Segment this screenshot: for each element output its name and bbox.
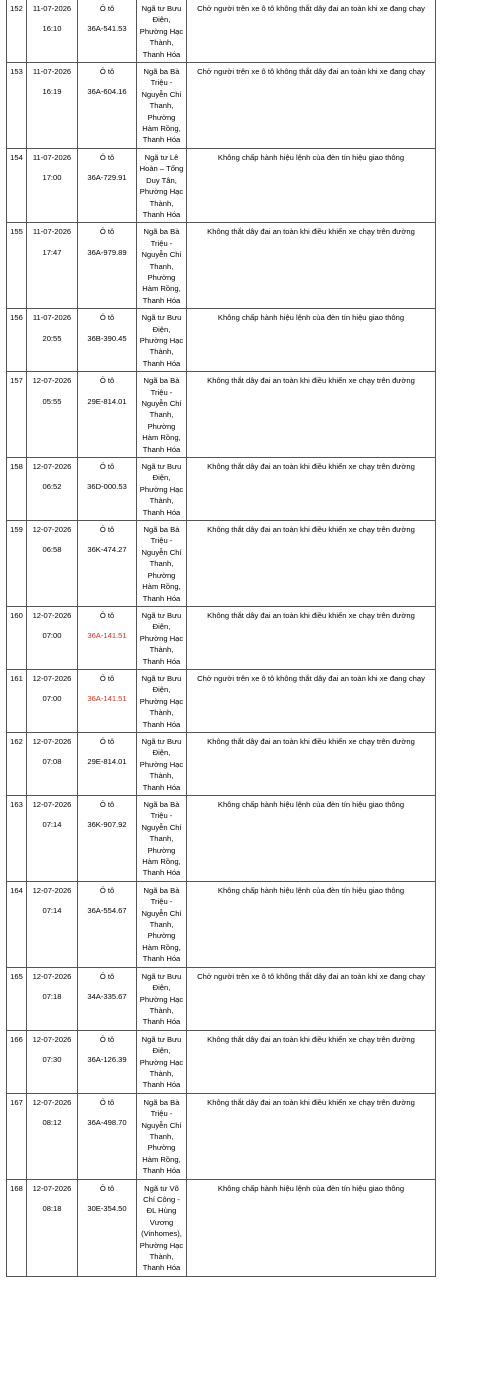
vehicle-cell	[78, 1179, 137, 1276]
row-number-cell	[7, 372, 27, 458]
vehicle-type: Ô tô	[99, 1097, 115, 1107]
violation-time: 07:14	[42, 820, 62, 830]
row-number-cell	[7, 881, 27, 967]
location-cell	[137, 521, 187, 607]
license-plate: 36A-604.16	[87, 87, 127, 97]
violations-table	[6, 0, 436, 1277]
violation-time: 08:18	[42, 1204, 62, 1213]
datetime-cell	[27, 1093, 78, 1179]
violation-cell	[187, 669, 436, 732]
vehicle-type: Ô tô	[99, 885, 115, 895]
violations-table-container	[6, 0, 436, 1277]
violation-location: Ngã tư Võ Chí Công - ĐL Hùng Vương (Vinhomes), Phường Hạc Thành, Thanh Hóa	[139, 1183, 184, 1273]
license-plate: 29E-814.01	[87, 757, 127, 767]
table-row	[7, 63, 436, 149]
violation-date: 12-07-2026	[32, 376, 72, 386]
row-number-cell	[7, 796, 27, 882]
violation-date: 12-07-2026	[32, 673, 72, 683]
row-number: 162	[10, 736, 23, 746]
violation-location: Ngã tư Bưu Điện, Phường Hạc Thành, Thanh Hóa	[139, 971, 184, 1027]
row-number-cell	[7, 606, 27, 669]
vehicle-type: Ô tô	[99, 462, 115, 472]
violation-description: Không thắt dây đai an toàn khi điều khiển xe chạy trên đường	[207, 610, 415, 620]
datetime-cell	[27, 881, 78, 967]
datetime-cell	[27, 148, 78, 222]
location-cell	[137, 796, 187, 882]
location-cell	[137, 309, 187, 372]
table-row	[7, 458, 436, 521]
license-plate: 36A-541.53	[87, 24, 127, 34]
violation-time: 17:00	[42, 173, 62, 183]
datetime-cell	[27, 521, 78, 607]
row-number: 153	[10, 67, 23, 77]
violation-cell	[187, 521, 436, 607]
violation-cell	[187, 63, 436, 149]
violation-location: Ngã tư Bưu Điện, Phường Hạc Thành, Thanh Hóa	[139, 1034, 184, 1090]
violation-description: Không chấp hành hiệu lệnh của đèn tín hiệu giao thông	[217, 800, 405, 809]
violation-location: Ngã tư Lê Hoàn – Tống Duy Tân, Phường Hạc Thành, Thanh Hóa	[139, 152, 184, 219]
vehicle-cell	[78, 521, 137, 607]
vehicle-type: Ô tô	[99, 1183, 115, 1193]
location-cell	[137, 0, 187, 63]
license-plate: 29E-814.01	[87, 396, 127, 406]
datetime-cell	[27, 669, 78, 732]
violation-description: Không thắt dây đai an toàn khi điều khiển xe chạy trên đường	[207, 1034, 415, 1044]
vehicle-type: Ô tô	[99, 800, 115, 809]
vehicle-cell	[78, 669, 137, 732]
vehicle-cell	[78, 63, 137, 149]
violation-description: Chở người trên xe ô tô không thắt dây đai an toàn khi xe đang chạy	[197, 971, 425, 981]
violation-date: 12-07-2026	[32, 1183, 72, 1193]
violation-time: 07:00	[42, 631, 62, 641]
violation-description: Không chấp hành hiệu lệnh của đèn tín hiệu giao thông	[217, 1183, 405, 1193]
datetime-cell	[27, 967, 78, 1030]
violation-cell	[187, 1179, 436, 1276]
vehicle-type: Ô tô	[99, 67, 115, 77]
table-row	[7, 148, 436, 222]
violation-time: 16:19	[42, 87, 62, 97]
row-number: 165	[10, 971, 23, 981]
violation-description: Không thắt dây đai an toàn khi điều khiển xe chạy trên đường	[207, 736, 415, 746]
license-plate: 36A-729.91	[87, 173, 127, 183]
location-cell	[137, 63, 187, 149]
violation-date: 12-07-2026	[32, 462, 72, 472]
vehicle-type: Ô tô	[99, 1034, 115, 1044]
table-row	[7, 0, 436, 63]
row-number-cell	[7, 309, 27, 372]
datetime-cell	[27, 1179, 78, 1276]
license-plate: 36A-979.89	[87, 247, 127, 257]
row-number-cell	[7, 223, 27, 309]
violation-location: Ngã ba Bà Triệu - Nguyễn Chí Thanh, Phường Hàm Rồng, Thanh Hóa	[141, 1097, 182, 1176]
location-cell	[137, 372, 187, 458]
violation-time: 20:55	[42, 333, 62, 343]
license-plate: 36K-474.27	[87, 545, 127, 555]
table-row	[7, 223, 436, 309]
table-row	[7, 1179, 436, 1276]
location-cell	[137, 967, 187, 1030]
datetime-cell	[27, 63, 78, 149]
vehicle-type: Ô tô	[99, 525, 115, 535]
violation-location: Ngã tư Bưu Điện, Phường Hạc Thành, Thanh Hóa	[139, 313, 184, 368]
license-plate: 36D-000.53	[87, 482, 127, 492]
location-cell	[137, 1179, 187, 1276]
table-row	[7, 521, 436, 607]
row-number: 158	[10, 462, 23, 472]
violation-location: Ngã tư Bưu Điện, Phường Hạc Thành, Thanh Hóa	[139, 673, 184, 729]
violation-description: Không chấp hành hiệu lệnh của đèn tín hiệu giao thông	[217, 885, 405, 895]
violation-cell	[187, 1030, 436, 1093]
violation-location: Ngã tư Bưu Điện, Phường Hạc Thành, Thanh Hóa	[139, 610, 184, 666]
violation-date: 12-07-2026	[32, 610, 72, 620]
violation-location: Ngã ba Bà Triệu - Nguyễn Chí Thanh, Phường Hàm Rồng, Thanh Hóa	[141, 885, 182, 964]
row-number: 167	[10, 1097, 23, 1107]
row-number: 152	[10, 4, 23, 13]
datetime-cell	[27, 796, 78, 882]
row-number-cell	[7, 458, 27, 521]
table-row	[7, 1093, 436, 1179]
vehicle-cell	[78, 796, 137, 882]
vehicle-type: Ô tô	[99, 673, 115, 683]
violation-description: Không thắt dây đai an toàn khi điều khiển xe chạy trên đường	[207, 462, 415, 472]
violation-description: Chở người trên xe ô tô không thắt dây đai an toàn khi xe đang chạy	[197, 67, 425, 77]
violation-cell	[187, 372, 436, 458]
location-cell	[137, 881, 187, 967]
location-cell	[137, 606, 187, 669]
location-cell	[137, 732, 187, 795]
violation-cell	[187, 967, 436, 1030]
violation-time: 17:47	[42, 247, 62, 257]
table-row	[7, 372, 436, 458]
row-number: 166	[10, 1034, 23, 1044]
violation-cell	[187, 148, 436, 222]
violation-location: Ngã ba Bà Triệu - Nguyễn Chí Thanh, Phường Hàm Rồng, Thanh Hóa	[141, 67, 182, 145]
violation-location: Ngã tư Bưu Điện, Phường Hạc Thành, Thanh Hóa	[139, 462, 184, 517]
license-plate: 36A-554.67	[87, 906, 127, 916]
violation-time: 08:12	[42, 1118, 62, 1128]
violation-cell	[187, 0, 436, 63]
violation-time: 07:30	[42, 1055, 62, 1065]
violation-time: 07:14	[42, 906, 62, 916]
license-plate: 36A-141.51	[87, 694, 127, 704]
vehicle-cell	[78, 223, 137, 309]
row-number-cell	[7, 0, 27, 63]
vehicle-type: Ô tô	[99, 4, 115, 13]
vehicle-type: Ô tô	[99, 971, 115, 981]
violation-time: 05:55	[42, 396, 62, 406]
violation-location: Ngã tư Bưu Điện, Phường Hạc Thành, Thanh Hóa	[139, 736, 184, 792]
license-plate: 36A-126.39	[87, 1055, 127, 1065]
table-row	[7, 606, 436, 669]
row-number-cell	[7, 967, 27, 1030]
vehicle-cell	[78, 372, 137, 458]
license-plate: 36K-907.92	[87, 820, 127, 830]
violation-date: 11-07-2026	[32, 313, 72, 323]
row-number: 163	[10, 800, 23, 809]
row-number-cell	[7, 669, 27, 732]
violation-date: 11-07-2026	[32, 152, 72, 162]
location-cell	[137, 1093, 187, 1179]
row-number-cell	[7, 1030, 27, 1093]
row-number-cell	[7, 1179, 27, 1276]
violation-cell	[187, 606, 436, 669]
license-plate: 36A-141.51	[87, 631, 127, 641]
violation-time: 06:52	[42, 482, 62, 492]
location-cell	[137, 458, 187, 521]
violation-description: Không thắt dây đai an toàn khi điều khiển xe chạy trên đường	[207, 525, 415, 535]
violation-description: Không thắt dây đai an toàn khi điều khiển xe chạy trên đường	[207, 1097, 415, 1107]
violation-description: Không thắt dây đai an toàn khi điều khiển xe chạy trên đường	[207, 376, 415, 386]
license-plate: 36A-498.70	[87, 1118, 127, 1128]
violation-time: 06:58	[42, 545, 62, 555]
violation-description: Không thắt dây đai an toàn khi điều khiển xe chạy trên đường	[207, 227, 415, 237]
violation-time: 07:00	[42, 694, 62, 704]
table-row	[7, 796, 436, 882]
vehicle-cell	[78, 1093, 137, 1179]
license-plate: 30E-354.50	[87, 1204, 127, 1213]
table-row	[7, 1030, 436, 1093]
violation-date: 12-07-2026	[32, 1097, 72, 1107]
violation-location: Ngã ba Bà Triệu - Nguyễn Chí Thanh, Phường Hàm Rồng, Thanh Hóa	[141, 376, 182, 454]
row-number-cell	[7, 148, 27, 222]
vehicle-type: Ô tô	[99, 610, 115, 620]
row-number-cell	[7, 521, 27, 607]
violation-cell	[187, 1093, 436, 1179]
vehicle-cell	[78, 967, 137, 1030]
location-cell	[137, 669, 187, 732]
datetime-cell	[27, 1030, 78, 1093]
row-number: 156	[10, 313, 23, 323]
datetime-cell	[27, 309, 78, 372]
vehicle-cell	[78, 606, 137, 669]
location-cell	[137, 1030, 187, 1093]
violation-time: 16:10	[42, 24, 62, 34]
row-number: 161	[10, 673, 23, 683]
table-row	[7, 309, 436, 372]
violation-description: Chở người trên xe ô tô không thắt dây đai an toàn khi xe đang chạy	[197, 673, 425, 683]
vehicle-cell	[78, 732, 137, 795]
violation-cell	[187, 881, 436, 967]
vehicle-cell	[78, 0, 137, 63]
row-number-cell	[7, 732, 27, 795]
row-number: 154	[10, 152, 23, 162]
row-number: 160	[10, 610, 23, 620]
violation-cell	[187, 223, 436, 309]
vehicle-cell	[78, 458, 137, 521]
table-row	[7, 732, 436, 795]
violation-time: 07:08	[42, 757, 62, 767]
violations-table-body	[7, 0, 436, 1276]
violation-cell	[187, 796, 436, 882]
row-number-cell	[7, 63, 27, 149]
vehicle-type: Ô tô	[99, 313, 115, 323]
vehicle-type: Ô tô	[99, 152, 115, 162]
violation-date: 11-07-2026	[32, 67, 72, 77]
table-row	[7, 669, 436, 732]
vehicle-type: Ô tô	[99, 376, 115, 386]
datetime-cell	[27, 0, 78, 63]
violation-cell	[187, 309, 436, 372]
violation-description: Chở người trên xe ô tô không thắt dây đai an toàn khi xe đang chạy	[197, 4, 425, 13]
violation-date: 12-07-2026	[32, 885, 72, 895]
datetime-cell	[27, 372, 78, 458]
row-number: 157	[10, 376, 23, 386]
violation-description: Không chấp hành hiệu lệnh của đèn tín hiệu giao thông	[217, 313, 405, 323]
violation-date: 12-07-2026	[32, 1034, 72, 1044]
table-row	[7, 881, 436, 967]
datetime-cell	[27, 732, 78, 795]
violation-time: 07:18	[42, 992, 62, 1002]
datetime-cell	[27, 223, 78, 309]
license-plate: 34A-335.67	[87, 992, 127, 1002]
row-number: 168	[10, 1183, 23, 1193]
violation-location: Ngã ba Bà Triệu - Nguyễn Chí Thanh, Phường Hàm Rồng, Thanh Hóa	[141, 800, 182, 878]
vehicle-cell	[78, 309, 137, 372]
violation-date: 12-07-2026	[32, 736, 72, 746]
violation-date: 12-07-2026	[32, 525, 72, 535]
violation-date: 11-07-2026	[32, 227, 72, 237]
table-row	[7, 967, 436, 1030]
violation-cell	[187, 732, 436, 795]
vehicle-type: Ô tô	[99, 736, 115, 746]
violation-location: Ngã tư Bưu Điện, Phường Hạc Thành, Thanh Hóa	[139, 4, 184, 59]
vehicle-cell	[78, 148, 137, 222]
violation-location: Ngã ba Bà Triệu - Nguyễn Chí Thanh, Phường Hàm Rồng, Thanh Hóa	[141, 525, 182, 603]
vehicle-cell	[78, 1030, 137, 1093]
datetime-cell	[27, 606, 78, 669]
row-number: 159	[10, 525, 23, 535]
violation-location: Ngã ba Bà Triệu - Nguyễn Chí Thanh, Phường Hàm Rồng, Thanh Hóa	[141, 227, 182, 305]
violation-date: 12-07-2026	[32, 971, 72, 981]
violation-date: 11-07-2026	[32, 4, 72, 13]
location-cell	[137, 148, 187, 222]
violation-cell	[187, 458, 436, 521]
location-cell	[137, 223, 187, 309]
row-number-cell	[7, 1093, 27, 1179]
row-number: 164	[10, 885, 23, 895]
violation-description: Không chấp hành hiệu lệnh của đèn tín hiệu giao thông	[217, 152, 405, 162]
row-number: 155	[10, 227, 23, 237]
vehicle-cell	[78, 881, 137, 967]
vehicle-type: Ô tô	[99, 227, 115, 237]
license-plate: 36B-390.45	[87, 333, 127, 343]
violation-date: 12-07-2026	[32, 800, 72, 809]
datetime-cell	[27, 458, 78, 521]
